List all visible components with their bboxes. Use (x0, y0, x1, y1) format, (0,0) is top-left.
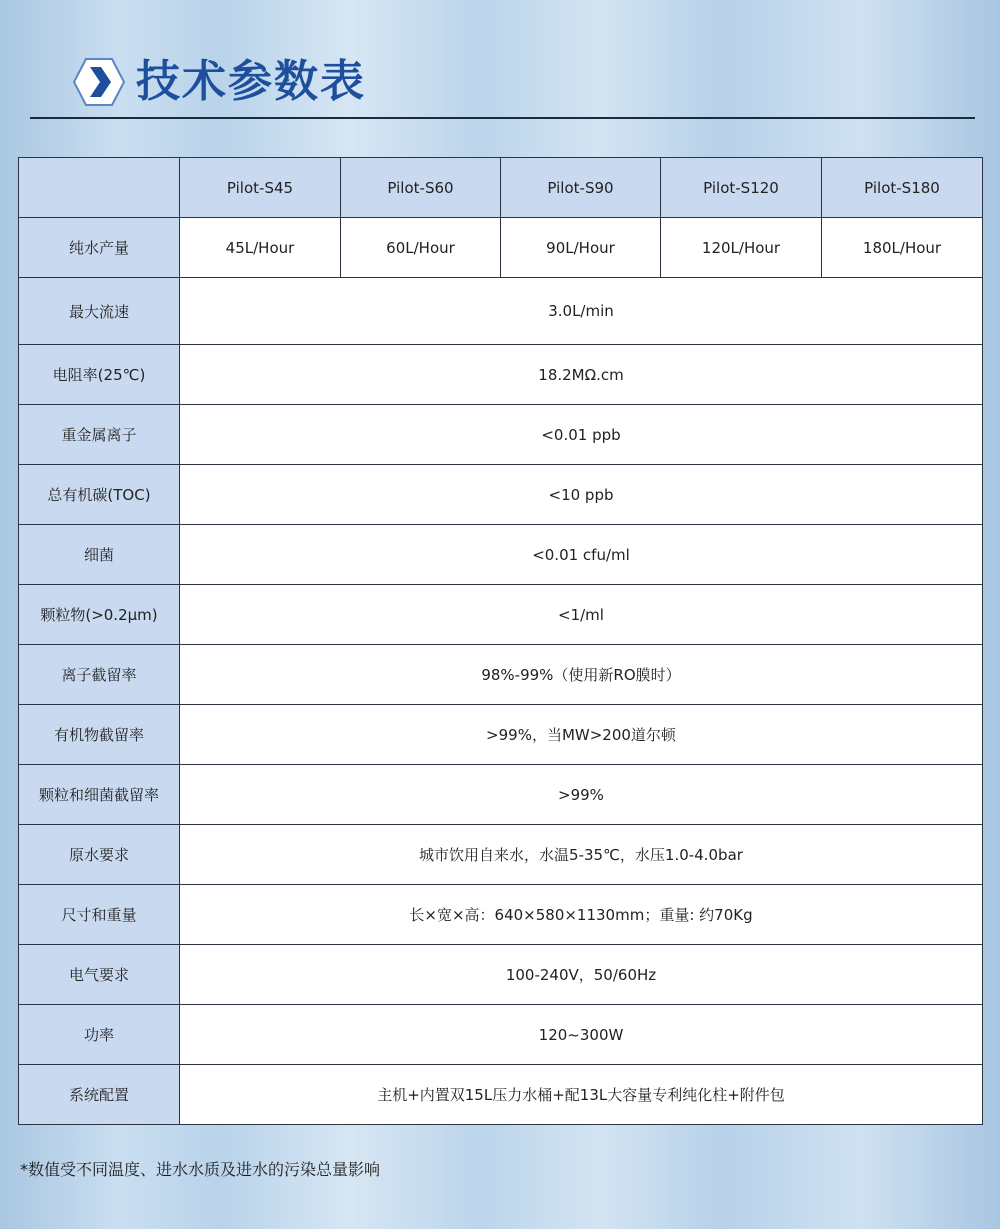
row-label: 细菌 (19, 525, 180, 585)
table-row (19, 585, 983, 645)
output-value: 60L/Hour (341, 218, 501, 278)
output-value: 90L/Hour (501, 218, 661, 278)
row-value: 18.2MΩ.cm (180, 345, 983, 405)
table-row (19, 885, 983, 945)
chevron-right-hexagon-icon (72, 55, 126, 109)
model-cell: Pilot-S180 (822, 158, 983, 218)
model-cell: Pilot-S90 (501, 158, 661, 218)
row-value: >99%，当MW>200道尔顿 (180, 705, 983, 765)
row-value: <1/ml (180, 585, 983, 645)
output-row (19, 218, 983, 278)
row-label: 原水要求 (19, 825, 180, 885)
row-label: 颗粒物(>0.2μm) (19, 585, 180, 645)
row-value: 98%-99%（使用新RO膜时） (180, 645, 983, 705)
row-label: 电气要求 (19, 945, 180, 1005)
row-label: 纯水产量 (19, 218, 180, 278)
row-value: <0.01 cfu/ml (180, 525, 983, 585)
model-cell: Pilot-S45 (180, 158, 341, 218)
table-row (19, 1005, 983, 1065)
table-row (19, 945, 983, 1005)
row-label: 重金属离子 (19, 405, 180, 465)
title-divider (30, 117, 975, 119)
row-label: 系统配置 (19, 1065, 180, 1125)
row-value: <10 ppb (180, 465, 983, 525)
page-title: 技术参数表 (136, 56, 366, 107)
row-value: >99% (180, 765, 983, 825)
table-row (19, 825, 983, 885)
table-row (19, 645, 983, 705)
output-value: 45L/Hour (180, 218, 341, 278)
row-value: 120~300W (180, 1005, 983, 1065)
row-label: 尺寸和重量 (19, 885, 180, 945)
footnote: *数值受不同温度、进水水质及进水的污染总量影响 (20, 1160, 381, 1179)
row-value: 主机+内置双15L压力水桶+配13L大容量专利纯化柱+附件包 (180, 1065, 983, 1125)
model-cell: Pilot-S60 (341, 158, 501, 218)
row-value: 100-240V，50/60Hz (180, 945, 983, 1005)
corner-cell (19, 158, 180, 218)
row-label: 功率 (19, 1005, 180, 1065)
output-value: 180L/Hour (822, 218, 983, 278)
table-row (19, 405, 983, 465)
row-label: 有机物截留率 (19, 705, 180, 765)
table-row (19, 525, 983, 585)
table-row (19, 465, 983, 525)
output-value: 120L/Hour (661, 218, 822, 278)
table-row (19, 765, 983, 825)
row-value: <0.01 ppb (180, 405, 983, 465)
header (0, 0, 1000, 130)
row-value: 长×宽×高：640×580×1130mm；重量: 约70Kg (180, 885, 983, 945)
table-row (19, 345, 983, 405)
model-cell: Pilot-S120 (661, 158, 822, 218)
row-label: 最大流速 (19, 278, 180, 345)
model-header-row (19, 158, 983, 218)
row-label: 离子截留率 (19, 645, 180, 705)
row-label: 总有机碳(TOC) (19, 465, 180, 525)
row-value: 3.0L/min (180, 278, 983, 345)
table-row (19, 1065, 983, 1125)
table-row (19, 278, 983, 345)
spec-table (18, 157, 983, 1125)
row-label: 颗粒和细菌截留率 (19, 765, 180, 825)
row-label: 电阻率(25℃) (19, 345, 180, 405)
row-value: 城市饮用自来水，水温5-35℃，水压1.0-4.0bar (180, 825, 983, 885)
table-row (19, 705, 983, 765)
